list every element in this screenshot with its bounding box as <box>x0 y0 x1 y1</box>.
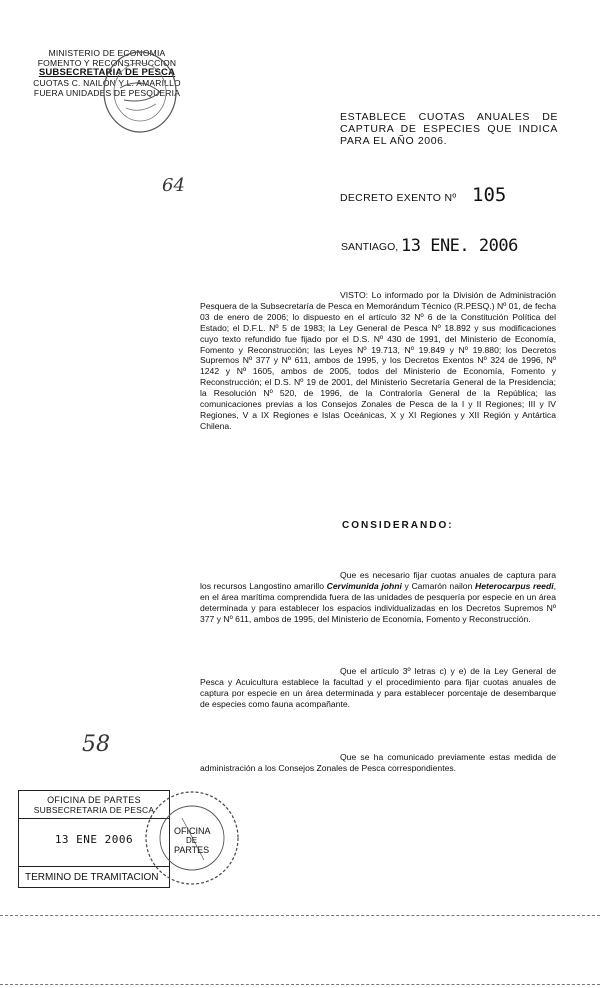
stamp-footer: TERMINO DE TRAMITACION <box>19 866 169 887</box>
visto-paragraph: VISTO: Lo informado por la División de Administración Pesquera de la Subsecretaría de Pesca en Memorándum Técnico (R.PESQ.) Nº 01, de fecha 03 de enero de 2006; lo dispuesto en el artículo 32 Nº 6 de la Constitución Política del Estado; el D.F.L. Nº 5 de 1983; la Ley General de Pesca Nº 18.892 y sus modificaciones cuyo texto refundido fue fijado por el D.S. Nº 430 de 1991, del Ministerio de Economía, Fomento y Reconstrucción; las Leyes Nº 19.713, Nº 19.849 y Nº 19.880; los Decretos Supremos Nº 377 y Nº 611, ambos de 1995, y los Decretos Exentos Nº 324 de 1996, Nº 1242 y Nº 1605, ambos de 2005, todos del Ministerio de Economía, Fomento y Reconstrucción; el D.S. Nº 19 de 2001, del Ministerio Secretaría General de la Presidencia; la Resolución Nº 520, de 1996, de la Contraloría General de la República; las comunicaciones previas a los Consejos Zonales de Pesca de la I y II Regiones; III y IV Regiones, V a IX Regiones e Islas Oceánicas, X y XI Regiones y XII Región y Antártica Chilena. <box>200 290 556 431</box>
header-subline: FUERA UNIDADES DE PESQUERIA <box>33 88 181 98</box>
decree-title: ESTABLECE CUOTAS ANUALES DE CAPTURA DE ESPECIES QUE INDICA PARA EL AÑO 2006. <box>340 111 558 147</box>
stamp-date: 13 ENE 2006 <box>54 833 134 846</box>
header-subline: CUOTAS C. NAILON Y L. AMARILLO <box>33 78 181 88</box>
page-divider <box>0 984 600 985</box>
page-divider <box>0 915 600 916</box>
decree-number: 105 <box>472 184 507 206</box>
subsecretaria-line: SUBSECRETARIA DE PESCA <box>38 67 176 78</box>
decree-label: DECRETO EXENTO Nº <box>340 192 457 204</box>
considerando-paragraph-2: Que el artículo 3º letras c) y e) de la Ley General de Pesca y Acuicultura establece la facultad y el procedimiento para fijar cuotas anuales de captura por especie en un área determinada y para establecer porcentaje de desembarque de especies como fauna acompañante. <box>200 666 556 709</box>
handwritten-note: 64 <box>162 175 185 196</box>
stamp-line: OFICINA DE PARTES <box>47 795 141 805</box>
considerando-paragraph-3: Que se ha comunicado previamente estas medida de administración a los Consejos Zonales de Pesca correspondientes. <box>200 752 556 773</box>
ministry-line: MINISTERIO DE ECONOMIA <box>48 48 166 58</box>
ministry-seal-icon <box>100 48 180 136</box>
date-row <box>341 236 541 262</box>
date-city: SANTIAGO, <box>341 241 399 253</box>
considerando-heading: CONSIDERANDO: <box>342 520 454 531</box>
seal-text: OFICINA <box>174 826 211 836</box>
considerando-paragraph-1 <box>200 570 556 625</box>
partes-seal <box>142 788 242 888</box>
c1-text-a: Que es necesario fijar cuotas anuales de captura para los recursos Langostino amarillo <box>200 570 556 591</box>
handwritten-note: 58 <box>82 732 110 757</box>
ministry-line: FOMENTO Y RECONSTRUCCION <box>37 58 177 68</box>
seal-text: PARTES <box>174 845 210 855</box>
stamp-line: SUBSECRETARIA DE PESCA <box>19 805 169 819</box>
seal-text: DE <box>186 836 198 845</box>
species-name: Heterocarpus reedi <box>475 580 554 591</box>
species-name: Cervimunida johni <box>326 580 402 591</box>
date-value: 13 ENE. 2006 <box>401 236 518 256</box>
c1-text-b: y Camarón nailon <box>401 580 475 591</box>
c1-text-c: , en el área marítima comprendida fuera de las unidades de pesquería por especie en un área determinada y para establecer los espacios individualizadas en los Decretos Supremos Nº 377 y Nº 611, ambos de 1995, del Ministerio de Economía, Fomento y Reconstrucción. <box>200 580 556 624</box>
decree-number-row <box>340 186 560 210</box>
